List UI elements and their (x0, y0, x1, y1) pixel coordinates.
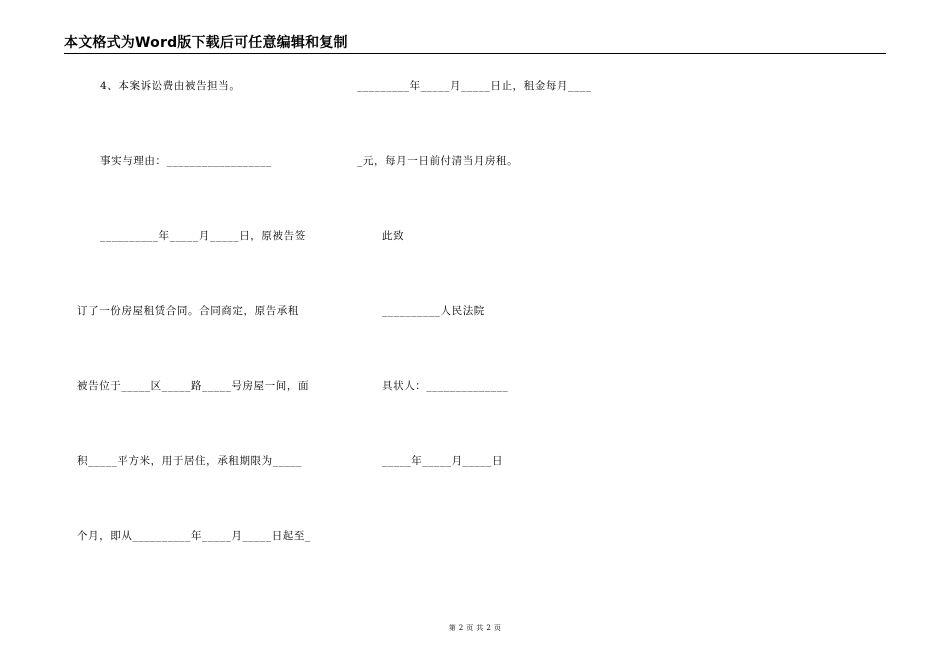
left-line-2: 事实与理由：__________________ (100, 155, 272, 167)
right-line-6: _____年_____月_____日 (382, 455, 504, 467)
page-header (64, 35, 886, 54)
right-line-1: _________年_____月_____日止，租金每月____ (357, 80, 592, 92)
header-title: 本文格式为Word版下载后可任意编辑和复制 (64, 35, 348, 51)
left-line-4: 订了一份房屋租赁合同。合同商定，原告承租 (77, 305, 299, 317)
page-footer: 第 2 页 共 2 页 (448, 624, 502, 632)
left-line-1: 4、本案诉讼费由被告担当。 (100, 80, 241, 92)
left-line-5: 被告位于_____区_____路_____号房屋一间，面 (77, 380, 310, 392)
left-line-7: 个月，即从__________年_____月_____日起至_ (77, 530, 311, 542)
right-line-4: __________人民法院 (382, 305, 485, 317)
right-line-3: 此致 (382, 230, 405, 242)
right-line-5: 具状人：______________ (382, 380, 509, 392)
left-line-3: __________年_____月_____日，原被告签 (100, 230, 306, 242)
right-line-2: _元，每月一日前付清当月房租。 (357, 155, 519, 167)
left-line-6: 积_____平方米，用于居住，承租期限为_____ (77, 455, 302, 467)
